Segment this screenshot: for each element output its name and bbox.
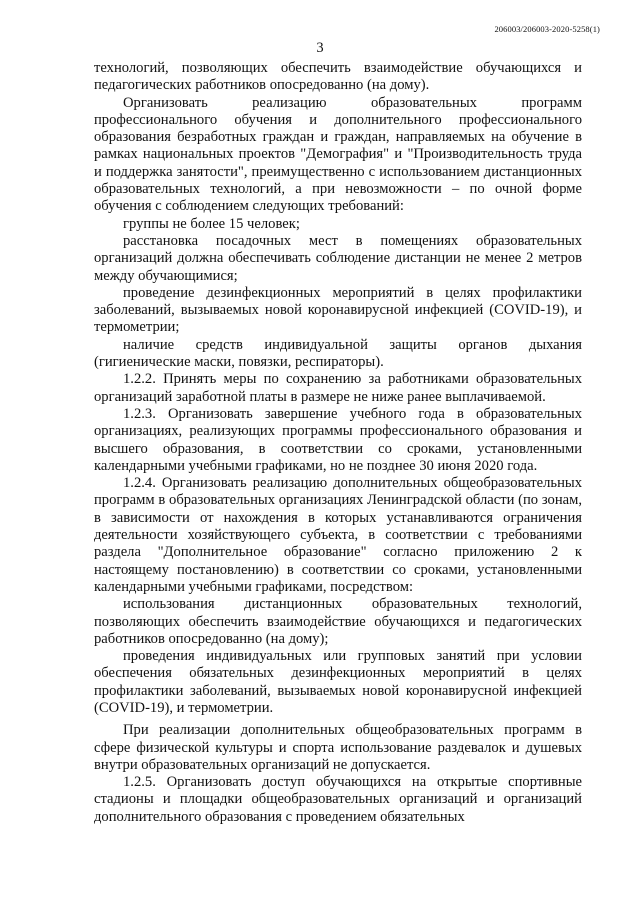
page-number: 3 — [316, 40, 324, 56]
document-body — [94, 60, 582, 826]
document-id: 206003/206003-2020-5258(1) — [494, 24, 600, 34]
paragraph-1-2-5: 1.2.5. Организовать доступ обучающихся на открытые спортивные стадионы и площадки общеобразовательных организаций и организаций дополнительного образования с проведением обязательных — [94, 774, 582, 825]
paragraph-1-2-4: 1.2.4. Организовать реализацию дополнительных общеобразовательных программ в образовательных организациях Ленинградской области (по зонам, в зависимости от нахождения в которых устанавливаются ограничения деятельности хозяйствующего субъекта, в соответствии с требованиями раздела "Дополнительное образование" согласно приложению 2 к настоящему постановлению) в соответствии со сроками, установленными календарными учебными графиками, посредством: — [94, 475, 582, 595]
list-item-protective-equipment: наличие средств индивидуальной защиты органов дыхания (гигиенические маски, повязки, респираторы). — [94, 336, 582, 371]
paragraph-1-2-2: 1.2.2. Принять меры по сохранению за работниками образовательных организаций заработной платы в размере не ниже ранее выплачиваемой. — [94, 371, 582, 405]
paragraph-sports-restriction: При реализации дополнительных общеобразовательных программ в сфере физической культуры и спорта использование раздевалок и душевых внутри образовательных организаций не допускается. — [94, 722, 582, 773]
list-item-individual-lessons: проведения индивидуальных или групповых занятий при условии обеспечения обязательных дезинфекционных мероприятий в целях профилактики заболеваний, вызываемых новой коронавирусной инфекцией (COVID-19), и термометрии. — [94, 648, 582, 716]
list-item-distance-technologies: использования дистанционных образовательных технологий, позволяющих обеспечить взаимодействие обучающихся и педагогических работников опосредованно (на дому); — [94, 596, 582, 647]
paragraph-continuation: технологий, позволяющих обеспечить взаимодействие обучающихся и педагогических работников опосредованно (на дому). — [94, 60, 582, 94]
paragraph-organize-programs: Организовать реализацию образовательных программ профессионального обучения и дополнительного профессионального образования безработных граждан и граждан, направляемых на обучение в рамках национальных проектов "Демография" и "Производительность труда и поддержка занятости", преимущественно с использованием дистанционных образовательных технологий, а при невозможности – по очной форме обучения с соблюдением следующих требований: — [94, 94, 582, 215]
paragraph-1-2-3: 1.2.3. Организовать завершение учебного года в образовательных организациях, реализующих программы профессионального образования и высшего образования, в соответствии со сроками, установленными календарными учебными графиками, но не позднее 30 июня 2020 года. — [94, 405, 582, 474]
list-item-disinfection: проведение дезинфекционных мероприятий в целях профилактики заболеваний, вызываемых новой коронавирусной инфекцией (COVID-19), и термометрии; — [94, 284, 582, 336]
list-item-seating: расстановка посадочных мест в помещениях образовательных организаций должна обеспечивать соблюдение дистанции не менее 2 метров между обучающимися; — [94, 232, 582, 284]
list-item-group-size: группы не более 15 человек; — [123, 215, 300, 232]
